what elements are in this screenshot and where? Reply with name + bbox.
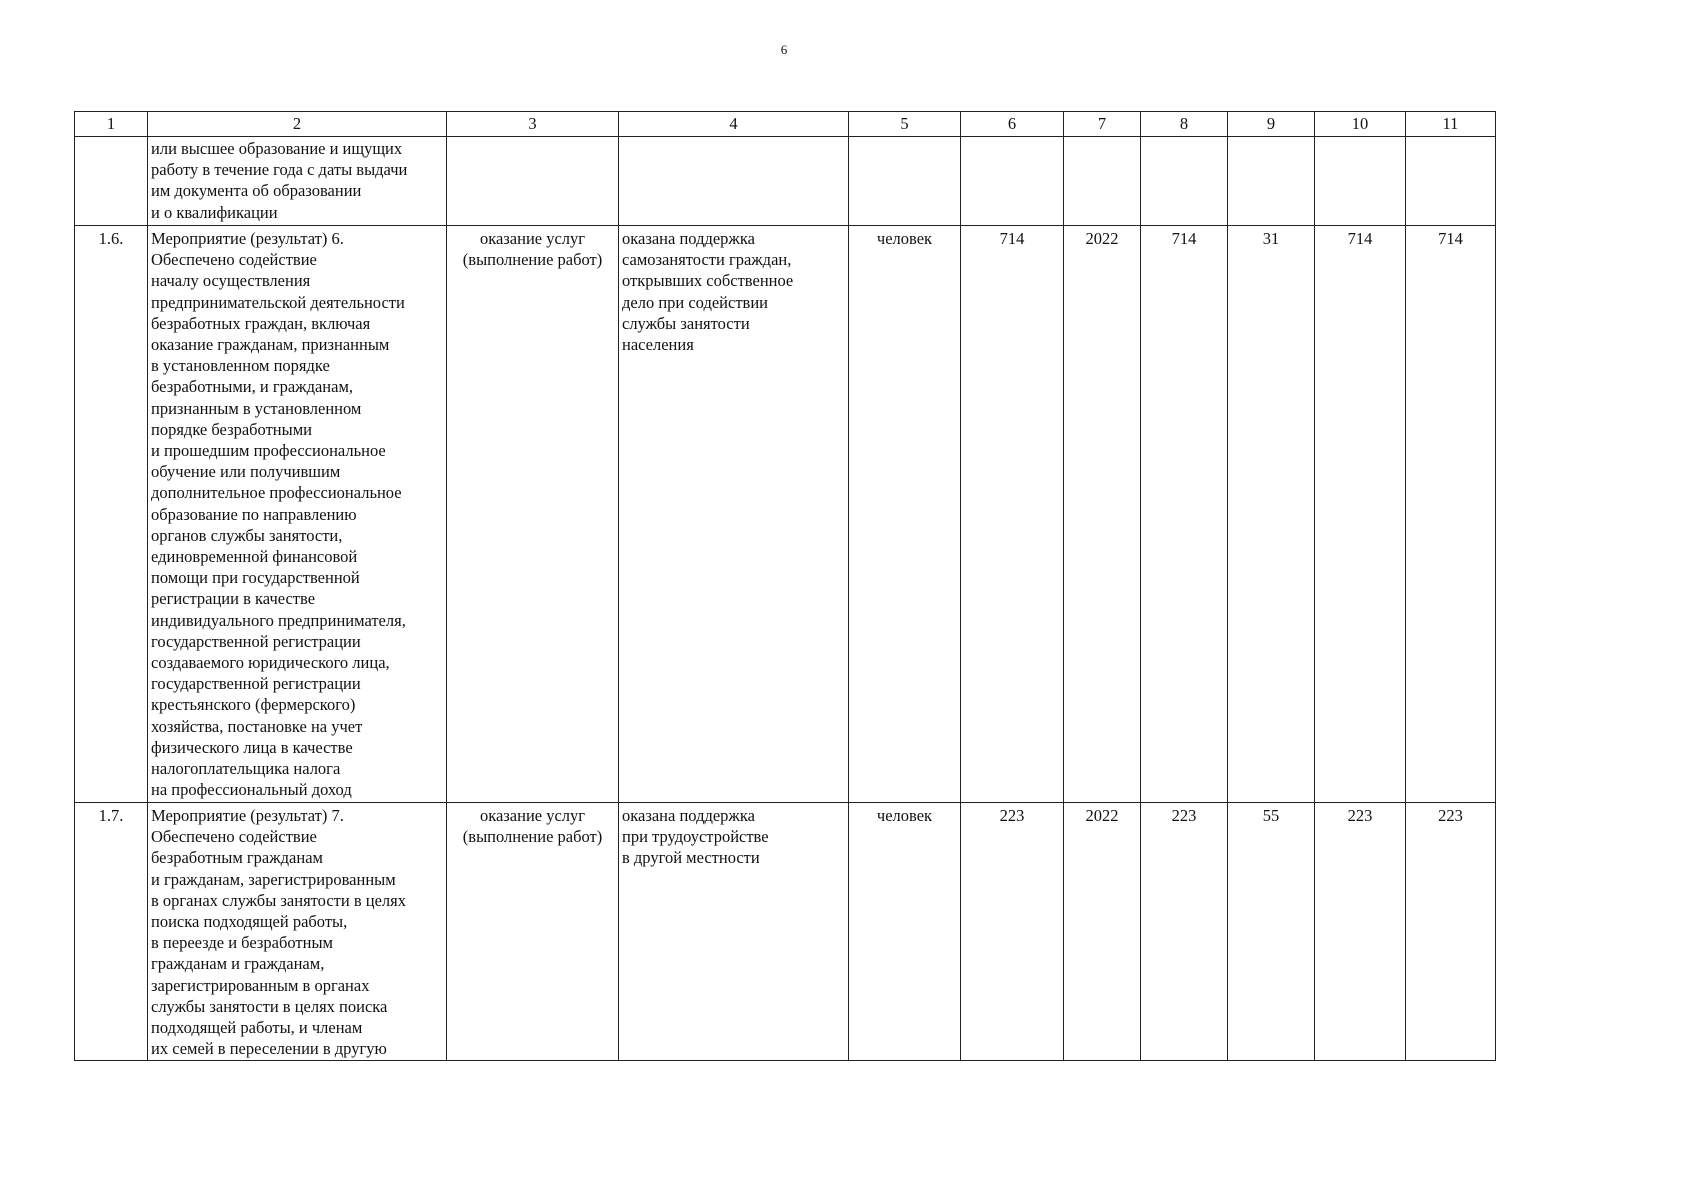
column-header: 3: [447, 112, 619, 137]
cell-col8: 714: [1141, 226, 1228, 803]
cell-col10: [1315, 137, 1406, 226]
cell-event: или высшее образование и ищущих работу в течение года с даты выдачи им документа об образовании и о квалификации: [148, 137, 447, 226]
cell-col9: [1228, 137, 1315, 226]
column-header: 8: [1141, 112, 1228, 137]
table-row-continuation: [75, 137, 1496, 226]
cell-col9: 31: [1228, 226, 1315, 803]
cell-col9: 55: [1228, 803, 1315, 1061]
cell-col8: 223: [1141, 803, 1228, 1061]
cell-number: 1.7.: [75, 803, 148, 1061]
cell-characteristic: оказана поддержка самозанятости граждан, открывших собственное дело при содействии службы занятости населения: [619, 226, 849, 803]
cell-col10: 714: [1315, 226, 1406, 803]
cell-col6: [961, 137, 1064, 226]
cell-col7: 2022: [1064, 226, 1141, 803]
cell-unit: человек: [849, 226, 961, 803]
column-header: 9: [1228, 112, 1315, 137]
cell-type: оказание услуг (выполнение работ): [447, 226, 619, 803]
cell-col6: 714: [961, 226, 1064, 803]
cell-characteristic: оказана поддержка при трудоустройстве в другой местности: [619, 803, 849, 1061]
cell-event: Мероприятие (результат) 6. Обеспечено содействие началу осуществления предпринимательской деятельности безработных граждан, включая оказание гражданам, признанным в установленном порядке безработными, и гражданам, признанным в установленном порядке безработными и прошедшим профессиональное обучение или получившим дополнительное профессиональное образование по направлению органов службы занятости, единовременной финансовой помощи при государственной регистрации в качестве индивидуального предпринимателя, государственной регистрации создаваемого юридического лица, государственной регистрации крестьянского (фермерского) хозяйства, постановке на учет физического лица в качестве налогоплательщика налога на профессиональный доход: [148, 226, 447, 803]
column-header: 6: [961, 112, 1064, 137]
cell-col11: 714: [1406, 226, 1496, 803]
column-header: 10: [1315, 112, 1406, 137]
cell-unit: [849, 137, 961, 226]
cell-characteristic: [619, 137, 849, 226]
cell-col11: [1406, 137, 1496, 226]
column-numbers-row: [75, 112, 1496, 137]
column-header: 7: [1064, 112, 1141, 137]
cell-type: [447, 137, 619, 226]
column-header: 5: [849, 112, 961, 137]
cell-event: Мероприятие (результат) 7. Обеспечено содействие безработным гражданам и гражданам, зарегистрированным в органах службы занятости в целях поиска подходящей работы, в переезде и безработным гражданам и гражданам, зарегистрированным в органах службы занятости в целях поиска подходящей работы, и членам их семей в переселении в другую: [148, 803, 447, 1061]
cell-col10: 223: [1315, 803, 1406, 1061]
column-header: 1: [75, 112, 148, 137]
cell-col6: 223: [961, 803, 1064, 1061]
column-header: 11: [1406, 112, 1496, 137]
cell-col8: [1141, 137, 1228, 226]
measures-table: [74, 111, 1496, 1061]
table-row-1-7: [75, 803, 1496, 1061]
cell-type: оказание услуг (выполнение работ): [447, 803, 619, 1061]
column-header: 4: [619, 112, 849, 137]
cell-number: [75, 137, 148, 226]
cell-col7: 2022: [1064, 803, 1141, 1061]
column-header: 2: [148, 112, 447, 137]
cell-col7: [1064, 137, 1141, 226]
cell-col11: 223: [1406, 803, 1496, 1061]
cell-number: 1.6.: [75, 226, 148, 803]
cell-unit: человек: [849, 803, 961, 1061]
page-number: 6: [780, 42, 788, 57]
table-row-1-6: [75, 226, 1496, 803]
